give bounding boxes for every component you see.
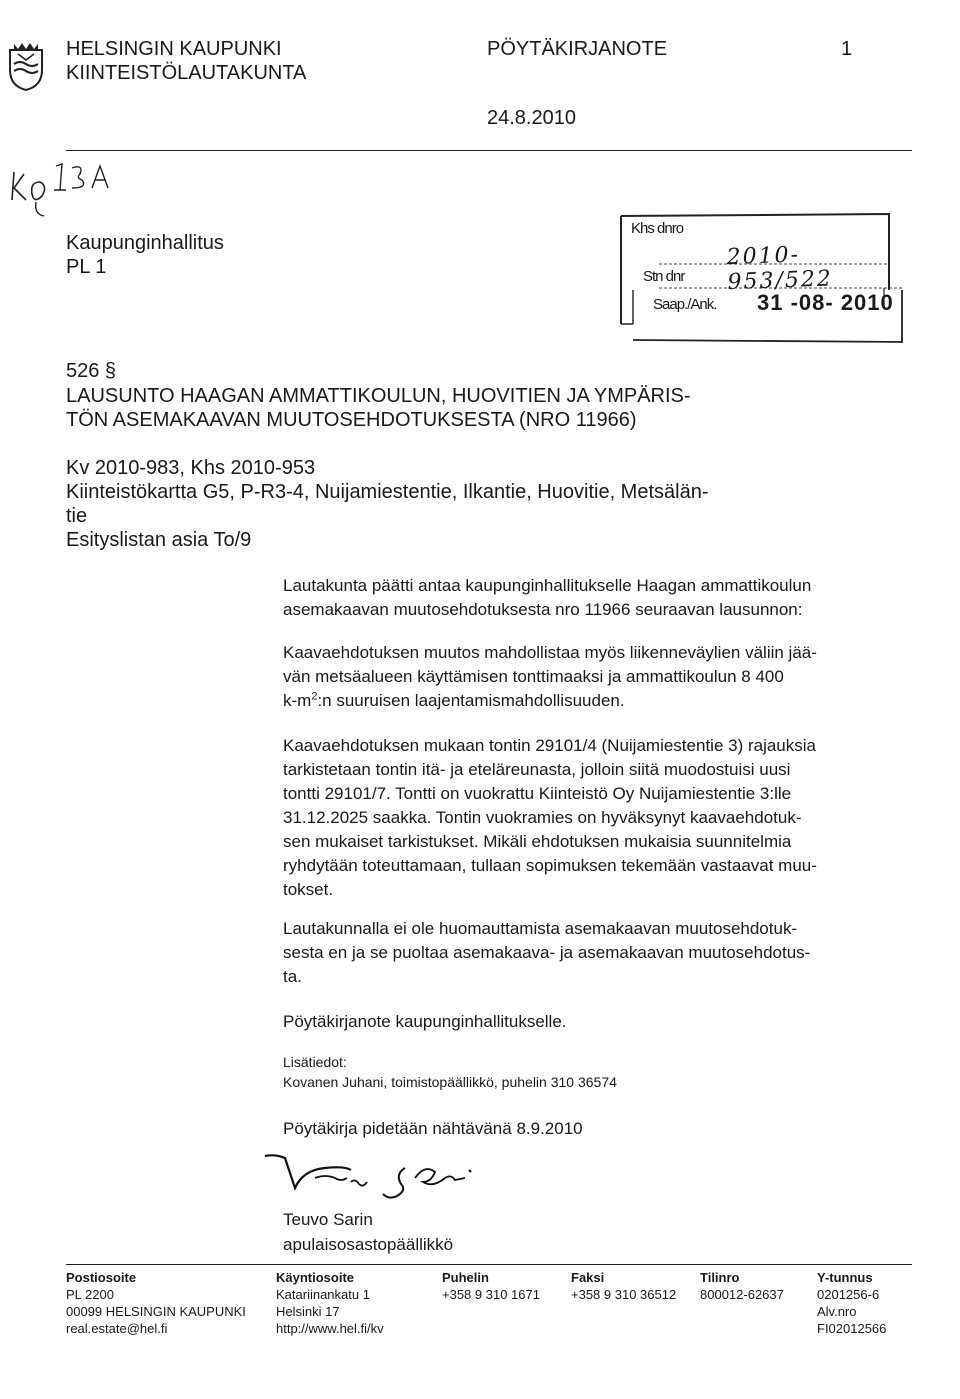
footer-value: +358 9 310 1671 xyxy=(442,1287,540,1302)
section-heading-line: LAUSUNTO HAAGAN AMMATTIKOULUN, HUOVITIEN JA YMPÄRIS- xyxy=(66,385,691,407)
paragraph-line: 31.12.2025 saakka. Tontin vuokramies on hyväksynyt kaavaehdotuk- xyxy=(283,808,802,827)
recipient-name: Kaupunginhallitus xyxy=(66,232,224,254)
display-note: Pöytäkirja pidetään nähtävänä 8.9.2010 xyxy=(283,1119,583,1138)
org-name: HELSINGIN KAUPUNKI xyxy=(66,38,282,60)
footer-column-phone xyxy=(442,1269,540,1303)
footer-column-fax xyxy=(571,1269,676,1303)
info-contact: Kovanen Juhani, toimistopäällikkö, puhelin 310 36574 xyxy=(283,1074,617,1090)
registration-stamp xyxy=(619,212,904,344)
body-paragraph xyxy=(283,574,913,622)
paragraph-line: Kaavaehdotuksen mukaan tontin 29101/4 (Nuijamiestentie 3) rajauksia xyxy=(283,736,816,755)
document-type: PÖYTÄKIRJANOTE xyxy=(487,38,668,60)
footer-value: Helsinki 17 xyxy=(276,1304,340,1319)
paragraph-line: vän metsäalueen käyttämisen tonttimaaksi ja ammattikoulun 8 400 xyxy=(283,667,784,686)
footer-column-visit xyxy=(276,1269,384,1337)
footer-value: 00099 HELSINGIN KAUPUNKI xyxy=(66,1304,246,1319)
reference-line: Kiinteistökartta G5, P-R3-4, Nuijamiestentie, Ilkantie, Huovitie, Metsälän- xyxy=(66,481,709,503)
footer-value: 800012-62637 xyxy=(700,1287,784,1302)
page-number: 1 xyxy=(841,38,853,60)
paragraph-line: ta. xyxy=(283,967,302,986)
section-number: 526 § xyxy=(66,360,117,382)
stamp-received-date: 31 -08- 2010 xyxy=(757,290,894,315)
paragraph-text: :n suuruisen laajentamismahdollisuuden. xyxy=(317,691,625,710)
footer-column-account xyxy=(700,1269,784,1303)
handwritten-note-icon xyxy=(0,160,140,220)
paragraph-line: Lautakunta päätti antaa kaupunginhallitukselle Haagan ammattikoulun xyxy=(283,576,812,595)
footer-divider xyxy=(66,1264,912,1265)
footer-label: Käyntiosoite xyxy=(276,1270,355,1285)
stamp-label-stn: Stn dnr xyxy=(643,268,685,285)
stamp-label-khs: Khs dnro xyxy=(631,220,684,237)
unit-text: k-m xyxy=(283,691,312,710)
footer-label: Y-tunnus xyxy=(817,1270,873,1285)
reference-line: tie xyxy=(66,505,88,527)
footer-website: http://www.hel.fi/kv xyxy=(276,1321,384,1336)
footer-column-business-id xyxy=(817,1269,886,1337)
footer-label: Postiosoite xyxy=(66,1270,137,1285)
info-label: Lisätiedot: xyxy=(283,1054,347,1070)
footer-column-postal xyxy=(66,1269,246,1337)
document-date: 24.8.2010 xyxy=(487,107,576,129)
paragraph-line: Lautakunnalla ei ole huomauttamista asemakaavan muutosehdotuk- xyxy=(283,919,798,938)
footer-label: Tilinro xyxy=(700,1270,740,1285)
paragraph-line: tarkistetaan tontin itä- ja eteläreunasta, jolloin siitä muodostuisi uusi xyxy=(283,760,791,779)
paragraph-line: asemakaavan muutosehdotuksesta nro 11966 seuraavan lausunnon: xyxy=(283,600,803,619)
paragraph-line: tontti 29101/7. Tontti on vuokrattu Kiinteistö Oy Nuijamiestentie 3:lle xyxy=(283,784,792,803)
city-crest-icon xyxy=(6,40,46,92)
body-paragraph xyxy=(283,917,913,989)
reference-line: Esityslistan asia To/9 xyxy=(66,529,252,551)
paragraph-line: sesta en ja se puoltaa asemakaava- ja asemakaavan muutosehdotus- xyxy=(283,943,811,962)
paragraph-line: Kaavaehdotuksen muutos mahdollistaa myös liikenneväylien väliin jää- xyxy=(283,643,817,662)
footer-value: Alv.nro xyxy=(817,1304,857,1319)
footer-value: FI02012566 xyxy=(817,1321,887,1336)
paragraph-line: ryhdytään toteuttamaan, tullaan sopimuksen tekemään vastaavat muu- xyxy=(283,856,817,875)
header-divider xyxy=(66,150,912,151)
signer-title: apulaisosastopäällikkö xyxy=(283,1235,454,1254)
body-paragraph: Pöytäkirjanote kaupunginhallitukselle. xyxy=(283,1012,567,1031)
recipient-address: PL 1 xyxy=(66,256,107,278)
paragraph-line xyxy=(283,689,913,713)
stamp-handwritten-number: 2010-953/522 xyxy=(726,242,834,296)
body-paragraph xyxy=(283,641,913,713)
body-paragraph xyxy=(283,734,913,902)
stamp-label-received: Saap./Ank. xyxy=(653,296,717,313)
reference-line: Kv 2010-983, Khs 2010-953 xyxy=(66,457,316,479)
footer-label: Faksi xyxy=(571,1270,605,1285)
paragraph-line: sen mukaiset tarkistukset. Mikäli ehdotuksen mukaisia suunnitelmia xyxy=(283,832,792,851)
footer-label: Puhelin xyxy=(442,1270,489,1285)
footer-email: real.estate@hel.fi xyxy=(66,1321,168,1336)
section-heading-line: TÖN ASEMAKAAVAN MUUTOSEHDOTUKSESTA (NRO 11966) xyxy=(66,409,637,431)
signature-icon xyxy=(255,1148,535,1204)
signer-name: Teuvo Sarin xyxy=(283,1210,373,1229)
footer-value: +358 9 310 36512 xyxy=(571,1287,677,1302)
footer-value: PL 2200 xyxy=(66,1287,114,1302)
org-department: KIINTEISTÖLAUTAKUNTA xyxy=(66,62,307,84)
paragraph-line: tokset. xyxy=(283,880,334,899)
footer-value: Katariinankatu 1 xyxy=(276,1287,370,1302)
unit-superscript: 2 xyxy=(311,690,318,703)
footer-value: 0201256-6 xyxy=(817,1287,880,1302)
